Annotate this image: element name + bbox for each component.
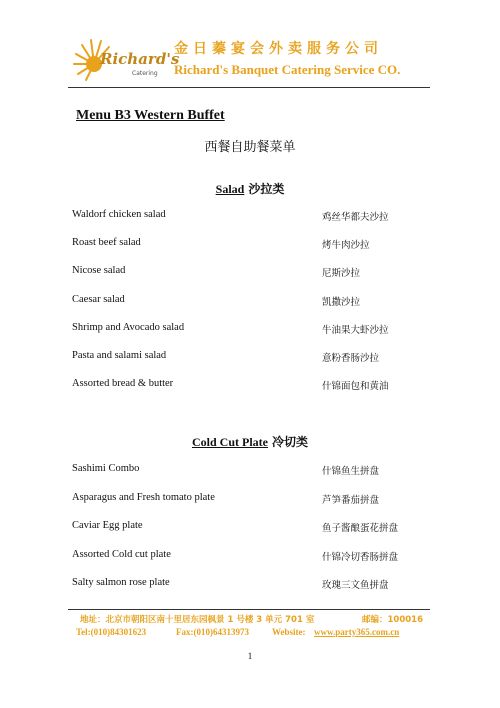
- list-item: [72, 294, 432, 310]
- footer-website-link[interactable]: www.party365.com.cn: [314, 627, 400, 637]
- item-name-en: Assorted Cold cut plate: [72, 549, 171, 560]
- item-name-en: Salty salmon rose plate: [72, 577, 170, 588]
- item-name-en: Assorted bread & butter: [72, 378, 174, 389]
- list-item: [72, 492, 432, 508]
- item-name-cn: 凯撒沙拉: [322, 297, 361, 308]
- list-item: [72, 209, 432, 225]
- company-name-en: Richard's Banquet Catering Service CO.: [174, 62, 401, 77]
- item-name-cn: 玫瑰三文鱼拼盘: [322, 580, 389, 591]
- list-item: [72, 463, 432, 479]
- footer-zip: 邮编：100016: [362, 615, 423, 625]
- section-title-salad: [0, 180, 500, 197]
- list-item: [72, 577, 432, 593]
- section-title-cn: 沙拉类: [248, 182, 285, 196]
- item-name-en: Pasta and salami salad: [72, 350, 167, 361]
- item-name-en: Shrimp and Avocado salad: [72, 322, 185, 333]
- section-title-cn: 冷切类: [271, 435, 308, 449]
- item-name-cn: 什锦冷切香肠拼盘: [322, 552, 399, 563]
- section-title-en: Cold Cut Plate: [191, 435, 268, 449]
- list-item: [72, 378, 432, 394]
- item-name-cn: 什锦鱼生拼盘: [322, 466, 380, 477]
- item-name-cn: 烤牛肉沙拉: [322, 240, 370, 251]
- item-name-cn: 尼斯沙拉: [322, 268, 361, 279]
- list-item: [72, 322, 432, 338]
- header-divider: [68, 87, 430, 88]
- item-name-cn: 牛油果大虾沙拉: [322, 325, 389, 336]
- item-name-en: Caviar Egg plate: [72, 520, 143, 531]
- logo-wordmark: Richard's: [100, 50, 180, 68]
- item-name-en: Nicose salad: [72, 265, 126, 276]
- section-title-cold-cut: [0, 433, 500, 450]
- footer-website-label: Website:: [272, 627, 306, 637]
- item-name-cn: 什锦面包和黄油: [322, 381, 389, 392]
- footer-tel: Tel:(010)84301623: [76, 627, 147, 637]
- list-item: [72, 549, 432, 565]
- list-item: [72, 520, 432, 536]
- item-name-en: Sashimi Combo: [72, 463, 140, 474]
- footer-fax: Fax:(010)64313973: [176, 627, 249, 637]
- list-item: [72, 237, 432, 253]
- list-item: [72, 350, 432, 366]
- menu-title: Menu B3 Western Buffet: [76, 108, 225, 123]
- item-name-en: Asparagus and Fresh tomato plate: [72, 492, 215, 503]
- section-title-en: Salad: [215, 182, 245, 196]
- item-name-cn: 意粉香肠沙拉: [322, 353, 380, 364]
- footer-divider: [68, 609, 430, 610]
- list-item: [72, 265, 432, 281]
- menu-subtitle-cn: 西餐自助餐菜单: [204, 140, 296, 155]
- company-name-cn: 金日蓁宴会外卖服务公司: [174, 41, 383, 57]
- item-name-en: Caesar salad: [72, 294, 125, 305]
- richards-logo: [70, 34, 180, 82]
- item-name-en: Waldorf chicken salad: [72, 209, 166, 220]
- footer-address-line: [80, 613, 423, 625]
- item-name-cn: 芦笋番茄拼盘: [322, 495, 380, 506]
- logo-subtext: Catering: [132, 70, 158, 77]
- item-name-cn: 鸡丝华都夫沙拉: [322, 212, 389, 223]
- item-name-en: Roast beef salad: [72, 237, 141, 248]
- page-number: 1: [247, 651, 253, 661]
- letterhead: [68, 30, 430, 90]
- footer-address: 地址：北京市朝阳区南十里居东园枫景 1 号楼 3 单元 701 室: [80, 615, 315, 625]
- item-name-cn: 鱼子酱酿蛋花拼盘: [322, 523, 399, 534]
